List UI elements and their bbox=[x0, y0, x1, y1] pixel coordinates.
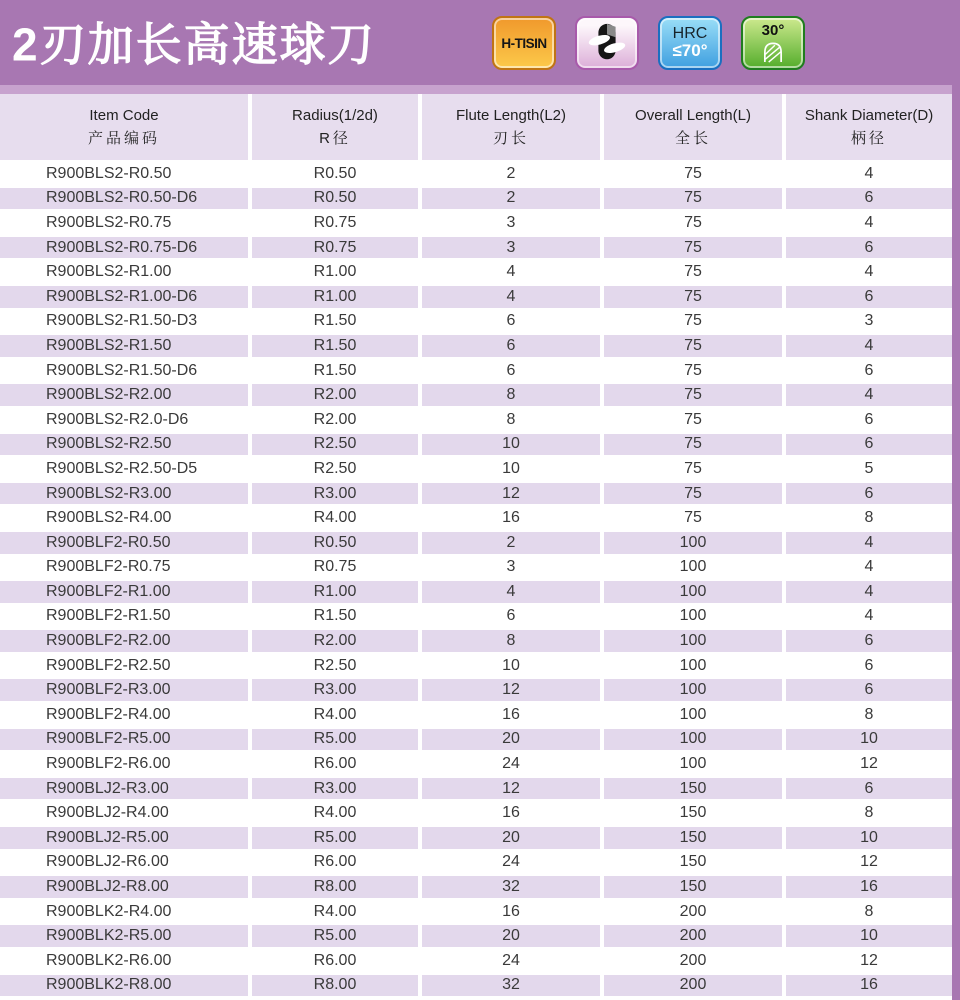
column-header-en: Flute Length(L2) bbox=[455, 106, 567, 124]
overall-length-cell: 100 bbox=[604, 704, 782, 726]
overall-length-cell: 200 bbox=[604, 950, 782, 972]
item-code-cell: R900BLF2-R6.00 bbox=[0, 753, 248, 775]
tool-type-badge bbox=[575, 16, 639, 70]
shank-diameter-cell: 10 bbox=[786, 827, 952, 849]
flute-length-cell: 24 bbox=[422, 753, 600, 775]
shank-diameter-cell: 6 bbox=[786, 630, 952, 652]
radius-cell: R4.00 bbox=[252, 507, 418, 529]
flute-length-cell: 4 bbox=[422, 581, 600, 603]
item-code-cell: R900BLF2-R4.00 bbox=[0, 704, 248, 726]
coating-badge bbox=[492, 16, 556, 70]
radius-cell: R8.00 bbox=[252, 975, 418, 997]
shank-diameter-cell: 16 bbox=[786, 876, 952, 898]
shank-diameter-cell: 4 bbox=[786, 557, 952, 579]
overall-length-cell: 75 bbox=[604, 163, 782, 185]
radius-cell: R6.00 bbox=[252, 950, 418, 972]
helix-profile-icon bbox=[760, 40, 786, 63]
overall-length-cell: 75 bbox=[604, 409, 782, 431]
radius-cell: R1.50 bbox=[252, 360, 418, 382]
flute-length-cell: 10 bbox=[422, 458, 600, 480]
hardness-badge-value: ≤70° bbox=[672, 41, 708, 61]
shank-diameter-cell: 3 bbox=[786, 311, 952, 333]
overall-length-cell: 150 bbox=[604, 852, 782, 874]
overall-length-cell: 150 bbox=[604, 802, 782, 824]
item-code-cell: R900BLK2-R5.00 bbox=[0, 925, 248, 947]
shank-diameter-cell: 6 bbox=[786, 286, 952, 308]
item-code-cell: R900BLJ2-R8.00 bbox=[0, 876, 248, 898]
flute-length-cell: 20 bbox=[422, 925, 600, 947]
item-code-cell: R900BLF2-R3.00 bbox=[0, 679, 248, 701]
right-edge-stripe bbox=[952, 0, 960, 1000]
column-header-2 bbox=[252, 94, 418, 160]
overall-length-cell: 150 bbox=[604, 876, 782, 898]
overall-length-cell: 100 bbox=[604, 729, 782, 751]
item-code-cell: R900BLF2-R0.75 bbox=[0, 557, 248, 579]
flute-length-cell: 20 bbox=[422, 729, 600, 751]
column-header-5 bbox=[786, 94, 952, 160]
item-code-cell: R900BLS2-R1.50-D6 bbox=[0, 360, 248, 382]
column-header-zh: R径 bbox=[319, 129, 351, 147]
radius-cell: R5.00 bbox=[252, 925, 418, 947]
item-code-cell: R900BLS2-R1.00-D6 bbox=[0, 286, 248, 308]
shank-diameter-cell: 4 bbox=[786, 163, 952, 185]
radius-cell: R3.00 bbox=[252, 679, 418, 701]
flute-length-cell: 12 bbox=[422, 778, 600, 800]
column-header-en: Radius(1/2d) bbox=[292, 106, 378, 124]
overall-length-cell: 100 bbox=[604, 557, 782, 579]
item-code-cell: R900BLS2-R0.75-D6 bbox=[0, 237, 248, 259]
overall-length-cell: 75 bbox=[604, 212, 782, 234]
radius-cell: R4.00 bbox=[252, 704, 418, 726]
overall-length-cell: 75 bbox=[604, 237, 782, 259]
radius-cell: R1.50 bbox=[252, 606, 418, 628]
badge-row bbox=[492, 16, 805, 70]
item-code-cell: R900BLK2-R6.00 bbox=[0, 950, 248, 972]
hardness-badge-label: HRC bbox=[672, 24, 708, 42]
flute-length-cell: 8 bbox=[422, 384, 600, 406]
title-band bbox=[0, 0, 960, 85]
radius-cell: R1.50 bbox=[252, 335, 418, 357]
shank-diameter-cell: 4 bbox=[786, 581, 952, 603]
radius-cell: R2.00 bbox=[252, 409, 418, 431]
radius-cell: R2.50 bbox=[252, 434, 418, 456]
radius-cell: R0.75 bbox=[252, 212, 418, 234]
item-code-cell: R900BLS2-R3.00 bbox=[0, 483, 248, 505]
helix-angle-value: 30° bbox=[761, 22, 785, 39]
divider-strip bbox=[0, 85, 952, 94]
shank-diameter-cell: 12 bbox=[786, 753, 952, 775]
item-code-cell: R900BLS2-R1.50-D3 bbox=[0, 311, 248, 333]
flute-length-cell: 6 bbox=[422, 360, 600, 382]
column-header-en: Overall Length(L) bbox=[635, 106, 751, 124]
radius-cell: R1.00 bbox=[252, 261, 418, 283]
column-header-4 bbox=[604, 94, 782, 160]
overall-length-cell: 150 bbox=[604, 778, 782, 800]
item-code-cell: R900BLJ2-R4.00 bbox=[0, 802, 248, 824]
overall-length-cell: 75 bbox=[604, 384, 782, 406]
item-code-cell: R900BLF2-R5.00 bbox=[0, 729, 248, 751]
overall-length-cell: 100 bbox=[604, 679, 782, 701]
shank-diameter-cell: 6 bbox=[786, 237, 952, 259]
radius-cell: R6.00 bbox=[252, 852, 418, 874]
item-code-cell: R900BLS2-R2.0-D6 bbox=[0, 409, 248, 431]
radius-cell: R5.00 bbox=[252, 729, 418, 751]
radius-cell: R0.75 bbox=[252, 237, 418, 259]
shank-diameter-cell: 6 bbox=[786, 188, 952, 210]
radius-cell: R0.50 bbox=[252, 188, 418, 210]
radius-cell: R4.00 bbox=[252, 802, 418, 824]
flute-length-cell: 6 bbox=[422, 311, 600, 333]
shank-diameter-cell: 12 bbox=[786, 950, 952, 972]
flute-length-cell: 8 bbox=[422, 630, 600, 652]
overall-length-cell: 75 bbox=[604, 507, 782, 529]
coating-badge-label: H-TISIN bbox=[501, 35, 547, 51]
column-header-zh: 刃长 bbox=[492, 129, 529, 147]
column-header-zh: 柄径 bbox=[850, 129, 887, 147]
item-code-cell: R900BLK2-R4.00 bbox=[0, 901, 248, 923]
flute-length-cell: 16 bbox=[422, 704, 600, 726]
product-table bbox=[0, 94, 952, 996]
radius-cell: R0.50 bbox=[252, 163, 418, 185]
radius-cell: R8.00 bbox=[252, 876, 418, 898]
shank-diameter-cell: 6 bbox=[786, 434, 952, 456]
item-code-cell: R900BLS2-R2.50-D5 bbox=[0, 458, 248, 480]
item-code-cell: R900BLJ2-R5.00 bbox=[0, 827, 248, 849]
shank-diameter-cell: 12 bbox=[786, 852, 952, 874]
radius-cell: R4.00 bbox=[252, 901, 418, 923]
column-header-zh: 全长 bbox=[674, 129, 711, 147]
radius-cell: R0.75 bbox=[252, 557, 418, 579]
flute-length-cell: 16 bbox=[422, 901, 600, 923]
flute-length-cell: 6 bbox=[422, 606, 600, 628]
overall-length-cell: 100 bbox=[604, 630, 782, 652]
shank-diameter-cell: 4 bbox=[786, 335, 952, 357]
flute-length-cell: 4 bbox=[422, 261, 600, 283]
flute-length-cell: 2 bbox=[422, 163, 600, 185]
flute-length-cell: 10 bbox=[422, 655, 600, 677]
item-code-cell: R900BLF2-R1.00 bbox=[0, 581, 248, 603]
radius-cell: R2.50 bbox=[252, 458, 418, 480]
column-header-en: Shank Diameter(D) bbox=[804, 106, 934, 124]
flute-length-cell: 32 bbox=[422, 876, 600, 898]
shank-diameter-cell: 8 bbox=[786, 901, 952, 923]
overall-length-cell: 75 bbox=[604, 261, 782, 283]
radius-cell: R6.00 bbox=[252, 753, 418, 775]
overall-length-cell: 200 bbox=[604, 925, 782, 947]
item-code-cell: R900BLJ2-R3.00 bbox=[0, 778, 248, 800]
overall-length-cell: 100 bbox=[604, 753, 782, 775]
shank-diameter-cell: 4 bbox=[786, 212, 952, 234]
overall-length-cell: 75 bbox=[604, 188, 782, 210]
flute-length-cell: 32 bbox=[422, 975, 600, 997]
radius-cell: R2.50 bbox=[252, 655, 418, 677]
shank-diameter-cell: 6 bbox=[786, 655, 952, 677]
overall-length-cell: 75 bbox=[604, 286, 782, 308]
radius-cell: R5.00 bbox=[252, 827, 418, 849]
shank-diameter-cell: 8 bbox=[786, 507, 952, 529]
flute-length-cell: 3 bbox=[422, 212, 600, 234]
item-code-cell: R900BLJ2-R6.00 bbox=[0, 852, 248, 874]
overall-length-cell: 75 bbox=[604, 434, 782, 456]
overall-length-cell: 100 bbox=[604, 532, 782, 554]
item-code-cell: R900BLS2-R1.50 bbox=[0, 335, 248, 357]
flute-length-cell: 16 bbox=[422, 802, 600, 824]
shank-diameter-cell: 6 bbox=[786, 360, 952, 382]
shank-diameter-cell: 6 bbox=[786, 778, 952, 800]
item-code-cell: R900BLS2-R0.50 bbox=[0, 163, 248, 185]
column-header-3 bbox=[422, 94, 600, 160]
radius-cell: R3.00 bbox=[252, 778, 418, 800]
item-code-cell: R900BLS2-R2.00 bbox=[0, 384, 248, 406]
flute-length-cell: 3 bbox=[422, 237, 600, 259]
shank-diameter-cell: 5 bbox=[786, 458, 952, 480]
item-code-cell: R900BLF2-R1.50 bbox=[0, 606, 248, 628]
overall-length-cell: 200 bbox=[604, 975, 782, 997]
item-code-cell: R900BLK2-R8.00 bbox=[0, 975, 248, 997]
column-header-1 bbox=[0, 94, 248, 160]
radius-cell: R2.00 bbox=[252, 384, 418, 406]
page-title: 2刃加长高速球刀 bbox=[12, 18, 376, 71]
shank-diameter-cell: 10 bbox=[786, 729, 952, 751]
overall-length-cell: 100 bbox=[604, 606, 782, 628]
overall-length-cell: 100 bbox=[604, 655, 782, 677]
overall-length-cell: 75 bbox=[604, 311, 782, 333]
item-code-cell: R900BLS2-R0.75 bbox=[0, 212, 248, 234]
flute-length-cell: 8 bbox=[422, 409, 600, 431]
overall-length-cell: 100 bbox=[604, 581, 782, 603]
flute-length-cell: 10 bbox=[422, 434, 600, 456]
flute-length-cell: 20 bbox=[422, 827, 600, 849]
overall-length-cell: 200 bbox=[604, 901, 782, 923]
column-header-zh: 产品编码 bbox=[87, 129, 160, 147]
overall-length-cell: 75 bbox=[604, 458, 782, 480]
item-code-cell: R900BLF2-R2.00 bbox=[0, 630, 248, 652]
shank-diameter-cell: 4 bbox=[786, 384, 952, 406]
shank-diameter-cell: 10 bbox=[786, 925, 952, 947]
flute-length-cell: 16 bbox=[422, 507, 600, 529]
flute-length-cell: 24 bbox=[422, 950, 600, 972]
helix-angle-badge bbox=[741, 16, 805, 70]
flute-length-cell: 3 bbox=[422, 557, 600, 579]
item-code-cell: R900BLS2-R0.50-D6 bbox=[0, 188, 248, 210]
shank-diameter-cell: 6 bbox=[786, 483, 952, 505]
overall-length-cell: 75 bbox=[604, 360, 782, 382]
overall-length-cell: 150 bbox=[604, 827, 782, 849]
flute-length-cell: 2 bbox=[422, 188, 600, 210]
overall-length-cell: 75 bbox=[604, 335, 782, 357]
shank-diameter-cell: 6 bbox=[786, 409, 952, 431]
column-header-en: Item Code bbox=[89, 106, 159, 124]
flute-length-cell: 24 bbox=[422, 852, 600, 874]
overall-length-cell: 75 bbox=[604, 483, 782, 505]
shank-diameter-cell: 8 bbox=[786, 802, 952, 824]
flute-length-cell: 12 bbox=[422, 483, 600, 505]
flute-length-cell: 6 bbox=[422, 335, 600, 357]
flute-length-cell: 2 bbox=[422, 532, 600, 554]
radius-cell: R2.00 bbox=[252, 630, 418, 652]
radius-cell: R0.50 bbox=[252, 532, 418, 554]
item-code-cell: R900BLS2-R1.00 bbox=[0, 261, 248, 283]
item-code-cell: R900BLS2-R4.00 bbox=[0, 507, 248, 529]
shank-diameter-cell: 4 bbox=[786, 261, 952, 283]
item-code-cell: R900BLS2-R2.50 bbox=[0, 434, 248, 456]
hardness-badge bbox=[658, 16, 722, 70]
flute-length-cell: 4 bbox=[422, 286, 600, 308]
radius-cell: R1.00 bbox=[252, 286, 418, 308]
shank-diameter-cell: 8 bbox=[786, 704, 952, 726]
shank-diameter-cell: 16 bbox=[786, 975, 952, 997]
flute-length-cell: 12 bbox=[422, 679, 600, 701]
item-code-cell: R900BLF2-R0.50 bbox=[0, 532, 248, 554]
item-code-cell: R900BLF2-R2.50 bbox=[0, 655, 248, 677]
radius-cell: R3.00 bbox=[252, 483, 418, 505]
ball-nose-end-mill-icon bbox=[586, 21, 628, 65]
shank-diameter-cell: 6 bbox=[786, 679, 952, 701]
shank-diameter-cell: 4 bbox=[786, 532, 952, 554]
shank-diameter-cell: 4 bbox=[786, 606, 952, 628]
radius-cell: R1.50 bbox=[252, 311, 418, 333]
radius-cell: R1.00 bbox=[252, 581, 418, 603]
